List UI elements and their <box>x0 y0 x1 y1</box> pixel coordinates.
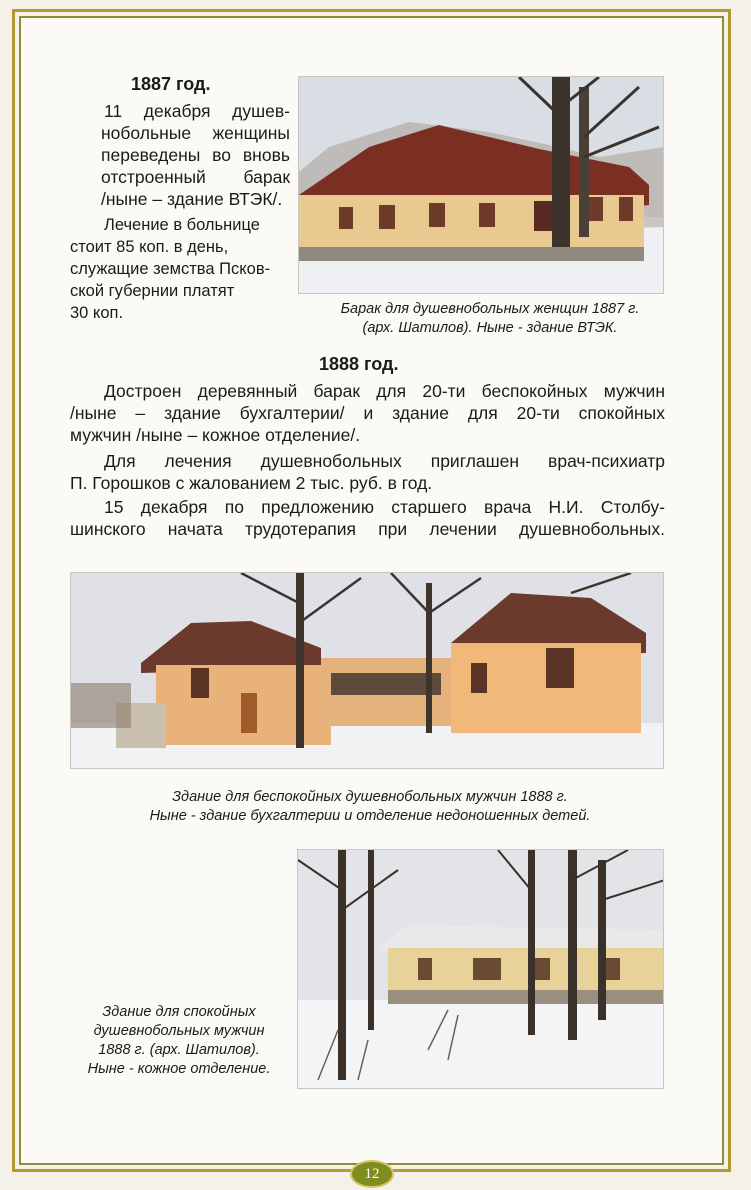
caption-line: 1888 г. (арх. Шатилов). <box>98 1042 260 1058</box>
heading-1887: 1887 год. <box>131 74 211 94</box>
caption-line: Здание для беспокойных душевнобольных мужчин 1888 г. <box>172 789 568 805</box>
text-line: 15 декабря по предложению старшего врача Н.И. Столбу- <box>104 497 665 517</box>
photo-illustration <box>299 77 664 294</box>
text-line: мужчин /ныне – кожное отделение/. <box>70 425 361 445</box>
paragraph-1887-2 <box>70 214 290 324</box>
text-line: служащие земства Псков- <box>70 260 271 278</box>
text-line: нобольные женщины <box>101 123 290 143</box>
photo-women-barrack-1887 <box>298 76 664 294</box>
photo-restless-men-building-1888 <box>70 572 664 769</box>
page-number: 12 <box>350 1160 394 1188</box>
text-line: переведены во вновь <box>101 145 290 165</box>
text-line: ской губернии платят <box>70 282 235 300</box>
text-line: шинского начата трудотерапия при лечении душевнобольных. <box>70 519 665 539</box>
text-line: Достроен деревянный барак для 20-ти беспокойных мужчин <box>104 381 665 401</box>
caption-photo-1888-calm <box>70 1003 288 1079</box>
paragraph-1888-3 <box>70 496 665 540</box>
photo-illustration <box>298 850 664 1089</box>
caption-line: Ныне - кожное отделение. <box>87 1061 271 1077</box>
heading-1888: 1888 год. <box>319 354 399 374</box>
caption-line: (арх. Шатилов). Ныне - здание ВТЭК. <box>362 320 618 336</box>
caption-photo-1887 <box>300 300 680 338</box>
text-line: /ныне – здание ВТЭК/. <box>101 189 283 209</box>
text-line: Для лечения душевнобольных приглашен врач-психиатр <box>104 451 665 471</box>
text-line: Лечение в больнице <box>104 216 260 234</box>
text-line: 30 коп. <box>70 304 124 322</box>
paragraph-1888-2 <box>70 450 665 494</box>
paragraph-1888-1 <box>70 380 665 446</box>
caption-line: Здание для спокойных <box>102 1004 256 1020</box>
photo-calm-men-building-1888 <box>297 849 664 1089</box>
text-line: П. Горошков с жалованием 2 тыс. руб. в год. <box>70 473 433 493</box>
caption-line: Барак для душевнобольных женщин 1887 г. <box>340 301 640 317</box>
text-line: отстроенный барак <box>101 167 290 187</box>
text-line: стоит 85 коп. в день, <box>70 238 229 256</box>
caption-photo-1888-restless <box>90 788 650 826</box>
text-line: 11 декабря душев- <box>104 101 290 121</box>
caption-line: душевнобольных мужчин <box>93 1023 265 1039</box>
text-line: /ныне – здание бухгалтерии/ и здание для 20-ти спокойных <box>70 403 665 423</box>
paragraph-1887-1 <box>101 100 290 210</box>
photo-illustration <box>71 573 664 769</box>
caption-line: Ныне - здание бухгалтерии и отделение недоношенных детей. <box>149 808 591 824</box>
